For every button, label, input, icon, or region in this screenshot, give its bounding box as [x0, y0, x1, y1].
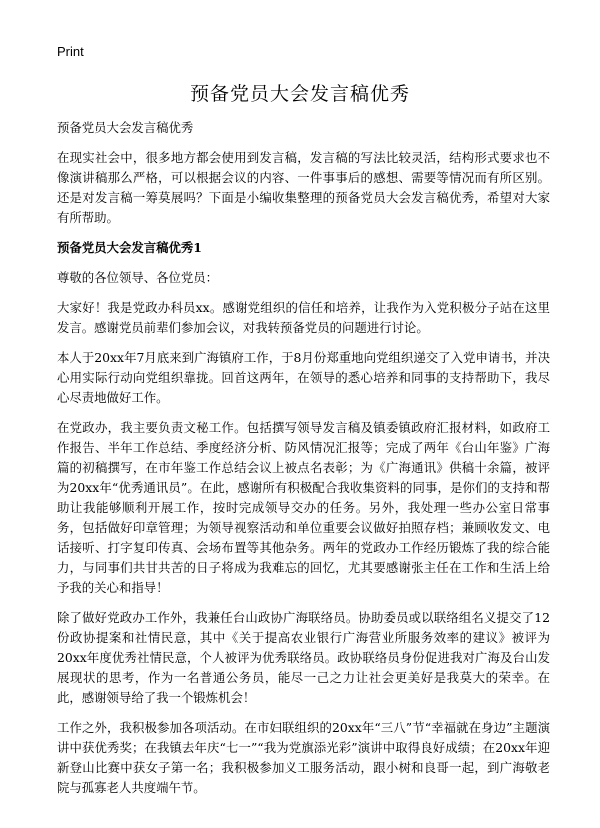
section-heading: 预备党员大会发言稿优秀1 [57, 240, 202, 255]
body-paragraph: 在党政办，我主要负责文秘工作。包括撰写领导发言稿及镇委镇政府汇报材料，如政府工作报告、半年工作总结、季度经济分析、防风情况汇报等；完成了两年《台山年鉴》广海篇的初稿撰写，在市年鉴工作总结会议上被点名表彰；为《广海通讯》供稿十余篇，被评为20xx年“优秀通讯员”。在此，感谢所有积极配合我收集资料的同事，是你们的支持和帮助让我能够顺利开展工作，按时完成领导交办的任务。另外，我处理一些办公室日常事务，包括做好印章管理；为领导视察活动和单位重要会议做好拍照存档；兼顾收发文、电话接听、打字复印传真、会场布置等其他杂务。两年的党政办工作经历锻炼了我的综合能力，与同事们共甘共苦的日子将成为我难忘的回忆，尤其要感谢张主任在工作和生活上给予我的关心和指导！ [57, 420, 550, 595]
document-body [57, 118, 550, 808]
page-title: 预备党员大会发言稿优秀 [189, 83, 410, 105]
salutation: 尊敬的各位领导、各位党员： [57, 270, 219, 285]
body-paragraph: 除了做好党政办工作外，我兼任台山政协广海联络员。协助委员或以联络组名义提交了12份政协提案和社情民意，其中《关于提高农业银行广海营业所服务效率的建议》被评为20xx年度优秀社情民意，个人被评为优秀联络员。政协联络员身份促进我对广海及台山发展现状的思考，作为一名普通公务员，能尽一己之力让社会更美好是我莫大的荣幸。在此，感谢领导给了我一个锻炼机会！ [57, 610, 550, 705]
document-subtitle: 预备党员大会发言稿优秀 [57, 120, 194, 135]
body-paragraph: 工作之外，我积极参加各项活动。在市妇联组织的20xx年“三八”节“幸福就在身边”主题演讲中获优秀奖；在我镇去年庆“七一”“我为党旗添光彩”演讲中取得良好成绩；在20xx年迎新登山比赛中获女子第一名；我积极参加义工服务活动，跟小树和良哥一起，到广海敬老院与孤寡老人共度端午节。 [57, 720, 550, 795]
intro-paragraph: 在现实社会中，很多地方都会使用到发言稿，发言稿的写法比较灵活，结构形式要求也不像演讲稿那么严格，可以根据会议的内容、一件事事后的感想、需要等情况而有所区别。还是对发言稿一筹莫展吗？下面是小编收集整理的预备党员大会发言稿优秀，希望对大家有所帮助。 [57, 150, 550, 225]
print-link[interactable]: Print [57, 44, 84, 59]
body-paragraph: 大家好！我是党政办科员xx。感谢党组织的信任和培养，让我作为入党积极分子站在这里发言。感谢党员前辈们参加会议，对我转预备党员的问题进行讨论。 [57, 300, 550, 335]
body-paragraph: 本人于20xx年7月底来到广海镇府工作，于8月份郑重地向党组织递交了入党申请书，并决心用实际行动向党组织靠拢。回首这两年，在领导的悉心培养和同事的支持帮助下，我尽心尽责地做好工作。 [57, 350, 550, 405]
